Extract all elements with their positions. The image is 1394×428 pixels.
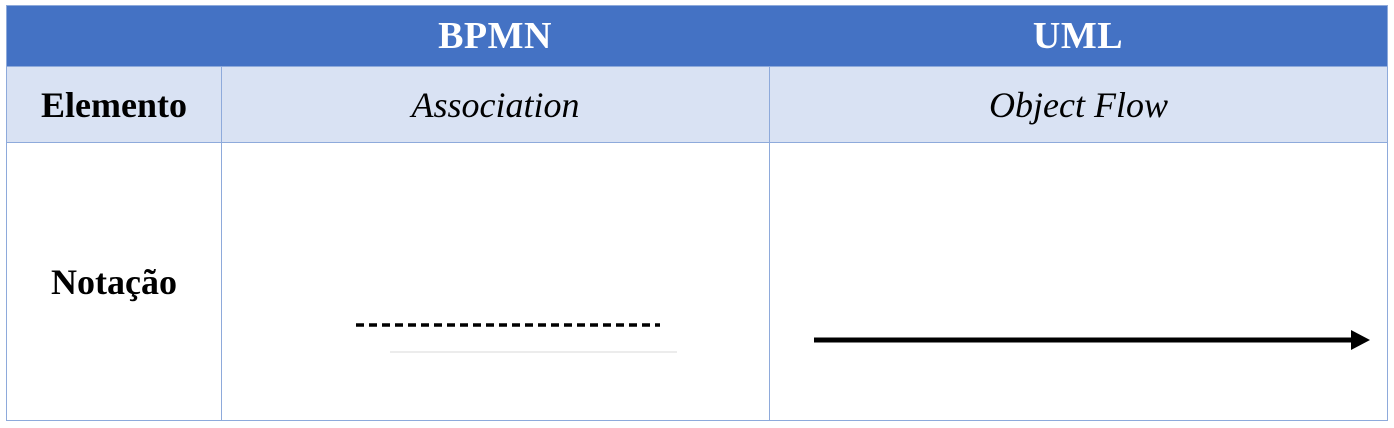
element-label: Elemento [41, 84, 187, 125]
bpmn-association-symbol [222, 143, 770, 420]
uml-object-flow-symbol [770, 143, 1388, 420]
header-cell-uml [769, 6, 1387, 66]
header-cell-empty [7, 6, 221, 66]
notation-bpmn-cell [221, 143, 769, 420]
comparison-table [6, 5, 1388, 421]
header-row [7, 6, 1387, 66]
notation-uml-cell [769, 143, 1387, 420]
header-bpmn: BPMN [438, 15, 552, 57]
element-uml-cell [769, 67, 1387, 142]
notation-label-cell [7, 143, 221, 420]
element-label-cell [7, 67, 221, 142]
element-bpmn-cell [221, 67, 769, 142]
element-bpmn-name: Association [411, 84, 580, 125]
notation-label: Notação [51, 261, 177, 302]
element-row [7, 66, 1387, 143]
header-uml: UML [1032, 15, 1124, 57]
notation-row [7, 143, 1387, 420]
arrowhead-icon [1351, 330, 1370, 350]
element-uml-name: Object Flow [989, 84, 1168, 125]
header-cell-bpmn [221, 6, 769, 66]
